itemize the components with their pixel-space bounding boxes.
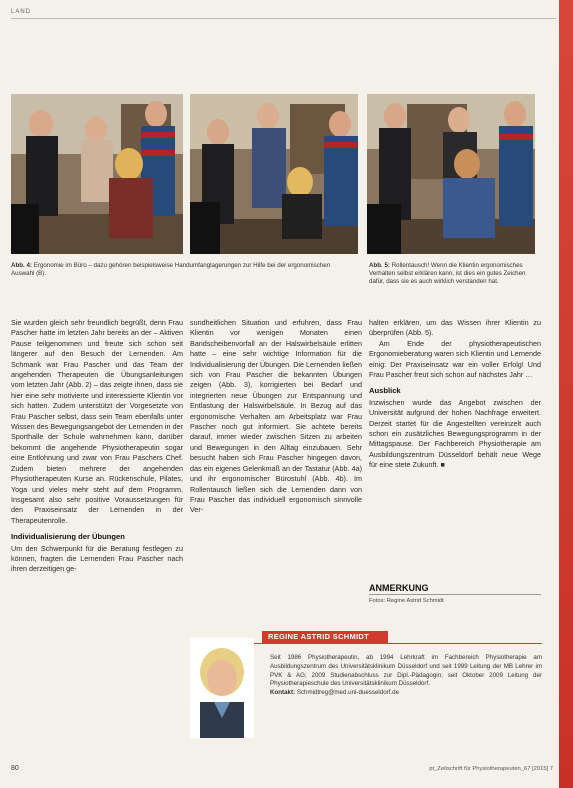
top-rule <box>11 18 556 19</box>
figure-4-label: Abb. 4: <box>11 262 32 269</box>
photo-ergonomics-1 <box>11 94 183 254</box>
article-column-2 <box>190 318 362 516</box>
figure-5-label: Abb. 5: <box>369 262 390 269</box>
page-number: 80 <box>11 765 19 772</box>
paragraph: Um den Schwerpunkt für die Beratung festlegen zu können, fragten die Lernenden Frau Pascher nach ihren derzeitigen ge- <box>11 543 183 574</box>
figure-5-caption <box>369 262 539 286</box>
article-column-3 <box>369 318 541 471</box>
paragraph: sundheitlichen Situation und erfuhren, dass Frau Klientin vor wenigen Monaten einen Bandscheibenvorfall an der Halswirbelsäule erlitten hatte – eine sehr wichtige Information für die Individualisierung der Übungen. Die Lernenden ließen sich von Frau Pascher die bekannten Übungen zeigen (Abb. 3), korrigierten bei Bedarf und integrierten neue Übungen zur Entspannung und Entlastung der Halswirbelsäule. In Bezug auf das ergonomische Verhalten am Arbeitsplatz war Frau Pascher noch gut informiert. Sie achtete bereits darauf, immer wieder zwischen Sitzen zu arbeiten und Bewegungen in den Alltag einzubauen. Sehr besucht haben sich Frau Pascher hingegen davon, das ein eigenes Gelenkmaß an der Tastatur (Abb. 4a) und ihr ergonomischer Bürostuhl (Abb. 4b). Im Rollentausch ließen sich die Lernenden dann von Frau Pascher das individuell ergonomisch sinnvolle Ver- <box>190 318 362 515</box>
notes-heading: ANMERKUNG <box>369 583 429 593</box>
subheading: Individualisierung der Übungen <box>11 532 125 542</box>
author-bio-text: Seit 1986 Physiotherapeutin, ab 1994 Lehrkraft im Fachbereich Physiotherapie am Ausbildungszentrum des Universitätsklinikum Düsseldorf und seit 1999 Leitung der MB Lehrer im PVK & AG; 2009 Studienabschluss zur Dipl.-Pädagogin; seit Oktober 2009 Leitung der Physiotherapieschule des Universitätsklinikum Düsseldorf. <box>270 654 542 688</box>
section-tag: LAND <box>11 9 32 15</box>
author-bio <box>270 654 542 698</box>
contact-email[interactable]: Schmidtreg@med.uni-duesseldorf.de <box>296 689 400 697</box>
author-portrait <box>190 638 254 738</box>
paragraph: Sie wurden gleich sehr freundlich begrüßt, denn Frau Pascher hatte im letzten Jahr bereits an der – Aktiven Pause teilgenommen und freute sich schon seit längerer auf den Besuch der Lernenden. Am Schmank war Frau Pascher und das Team der angehenden Therapeuten die Übungsanleitungen vom letzten Jahr (Abb. 2) – das zeigte ihnen, dass sie hier eine sehr motivierte und interessierte Klientin vor sich hatten. Zudem unterstützt der Vorgesetzte von Frau Pascher selbst, dass sein Team ebenfalls unter Wissen des Bewegungsangebot der Lernenden in der Sporthalle der Schule wahrnehmen kann, darüber bekommt die angehende Physiotherapeutin sogar eine Entlohnung und zwar von Frau Paschers Chef. Zudem bieten mehrere der angehenden Physiotherapeuten Kurse an. Rückenschule, Pilates, Yoga und vieles mehr steht auf dem Programm. Insgesamt also sehr positive Voraussetzungen für den Praxiseinsatz der Lernenden in der Therapeutenrolle. <box>11 318 183 525</box>
subheading: Ausblick <box>369 386 401 396</box>
notes-text: Fotos: Regine Astrid Schmidt <box>369 598 444 604</box>
photo-role-reversal <box>367 94 535 254</box>
notes-rule <box>369 594 541 595</box>
journal-footer: pt_Zeitschrift für Physiotherapeuten_67 [2015] 7 <box>429 766 553 772</box>
photo-ergonomics-2 <box>190 94 358 254</box>
contact-label: Kontakt: <box>270 689 296 697</box>
paragraph: Inzwischen wurde das Angebot zwischen der Universität aufgrund der hohen Nachfrage erweitert. Derzeit startet für die Angestellten vereinzelt auch schon ein zusätzliches Bewegungsprogramm in der Mittagspause. Der Fachbereich Physiotherapie am Ausbildungszentrum Düsseldorf behält neue Wege für eine stete Zukunft. ■ <box>369 397 541 470</box>
article-column-1 <box>11 318 183 575</box>
paragraph: halten erklären, um das Wissen ihrer Klientin zu überprüfen (Abb. 5). <box>369 318 541 338</box>
figure-4-text: Ergonomie im Büro – dazu gehören beispielsweise Handumfanglagerungen zur Hilfe bei der ergonomischen Auswahl (B). <box>11 262 331 277</box>
author-name-banner: REGINE ASTRID SCHMIDT <box>262 631 388 643</box>
figure-4-caption <box>11 262 341 278</box>
paragraph: Am Ende der physiotherapeutischen Ergonomieberatung waren sich Klientin und Lernende einig: Der Praxiseinsatz war ein voller Erfolg! Und Frau Pascher freut sich schon auf nächstes Jahr … <box>369 338 541 380</box>
page-edge-accent <box>559 0 573 788</box>
figure-5-text: Rollentausch! Wenn die Klientin ergonomisches Verhalten selbst erklären kann, ist dies ein gutes Zeichen dafür, dass sie es auch wirklich verstanden hat. <box>369 262 526 285</box>
